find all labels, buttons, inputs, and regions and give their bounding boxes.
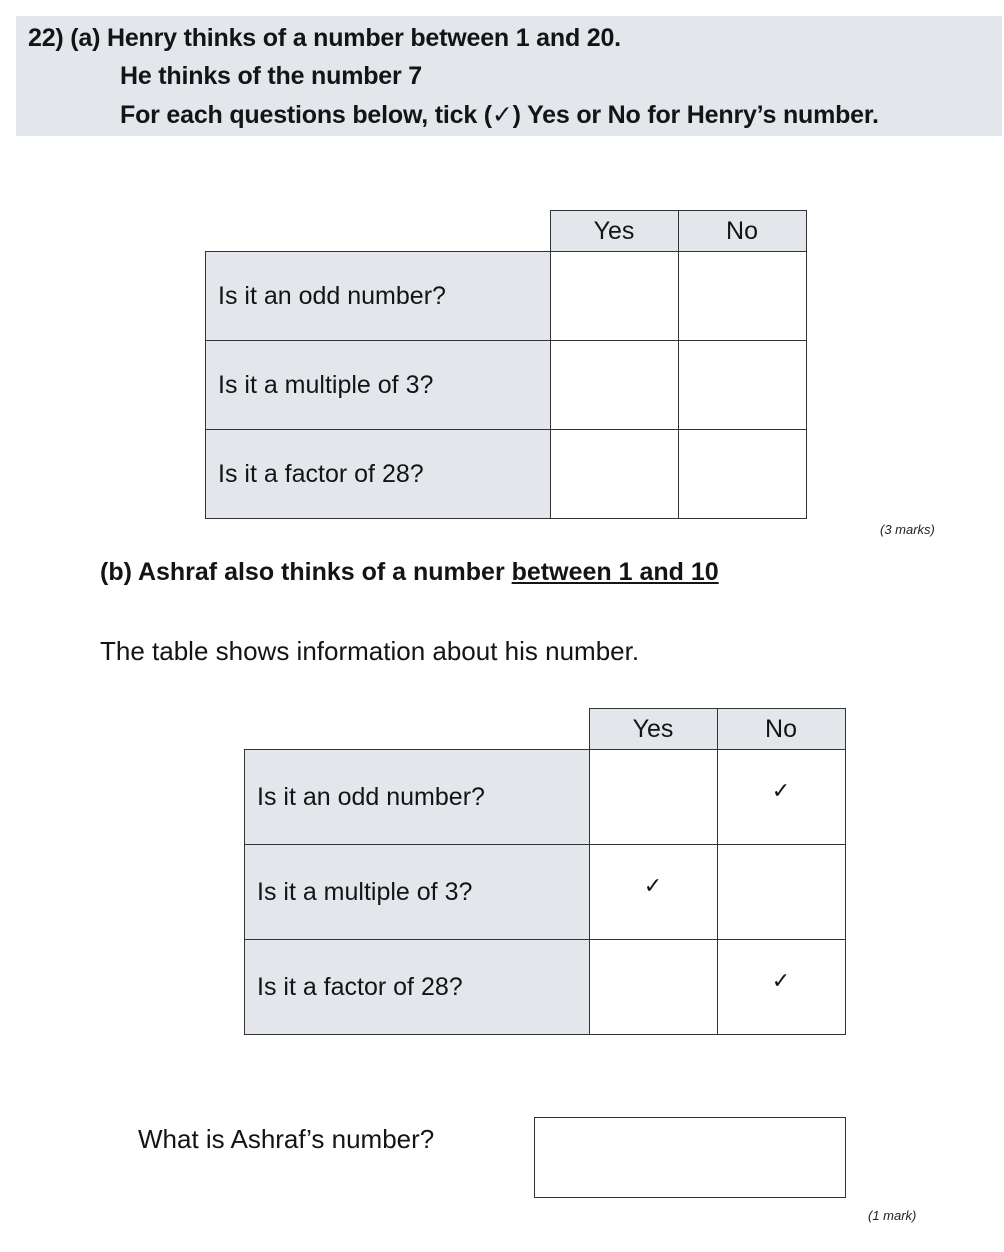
yes-tick-cell[interactable] [550,341,678,430]
part-b-info: The table shows information about his number. [100,636,640,666]
yes-tick-cell [589,940,717,1035]
part-b-lead: (b) Ashraf also thinks of a number [100,558,512,586]
row-question: Is it an odd number? [245,750,590,845]
table-row [206,430,807,519]
column-header-no: No [717,709,845,750]
answer-box[interactable] [534,1117,846,1198]
row-question: Is it a multiple of 3? [245,845,590,940]
no-tick-cell [717,845,845,940]
yes-tick-cell: ✓ [589,845,717,940]
table-row [245,750,846,845]
question-statement: He thinks of the number 7 [120,62,422,90]
question-title: 22) (a) Henry thinks of a number between 1 and 20. [28,24,621,52]
no-tick-cell[interactable] [678,252,806,341]
marks-label-a: (3 marks) [880,522,935,537]
yes-tick-cell[interactable] [550,252,678,341]
table-row [245,940,846,1035]
table-row [245,845,846,940]
table-row [206,341,807,430]
no-tick-cell[interactable] [678,341,806,430]
no-tick-cell[interactable] [678,430,806,519]
ashraf-table [244,708,846,1035]
row-question: Is it a factor of 28? [245,940,590,1035]
part-b-heading [100,558,719,587]
no-tick-cell: ✓ [717,940,845,1035]
yes-tick-cell[interactable] [550,430,678,519]
column-header-yes: Yes [550,211,678,252]
table-corner [245,709,590,750]
part-b-range: between 1 and 10 [511,558,719,586]
column-header-yes: Yes [589,709,717,750]
henry-table [205,210,807,519]
row-question: Is it an odd number? [206,252,551,341]
table-row [206,252,807,341]
marks-label-b: (1 mark) [868,1208,917,1223]
row-question: Is it a multiple of 3? [206,341,551,430]
yes-tick-cell [589,750,717,845]
row-question: Is it a factor of 28? [206,430,551,519]
final-question: What is Ashraf’s number? [138,1124,435,1154]
table-corner [206,211,551,252]
no-tick-cell: ✓ [717,750,845,845]
column-header-no: No [678,211,806,252]
question-instruction: For each questions below, tick (✓) Yes or No for Henry’s number. [120,101,879,129]
